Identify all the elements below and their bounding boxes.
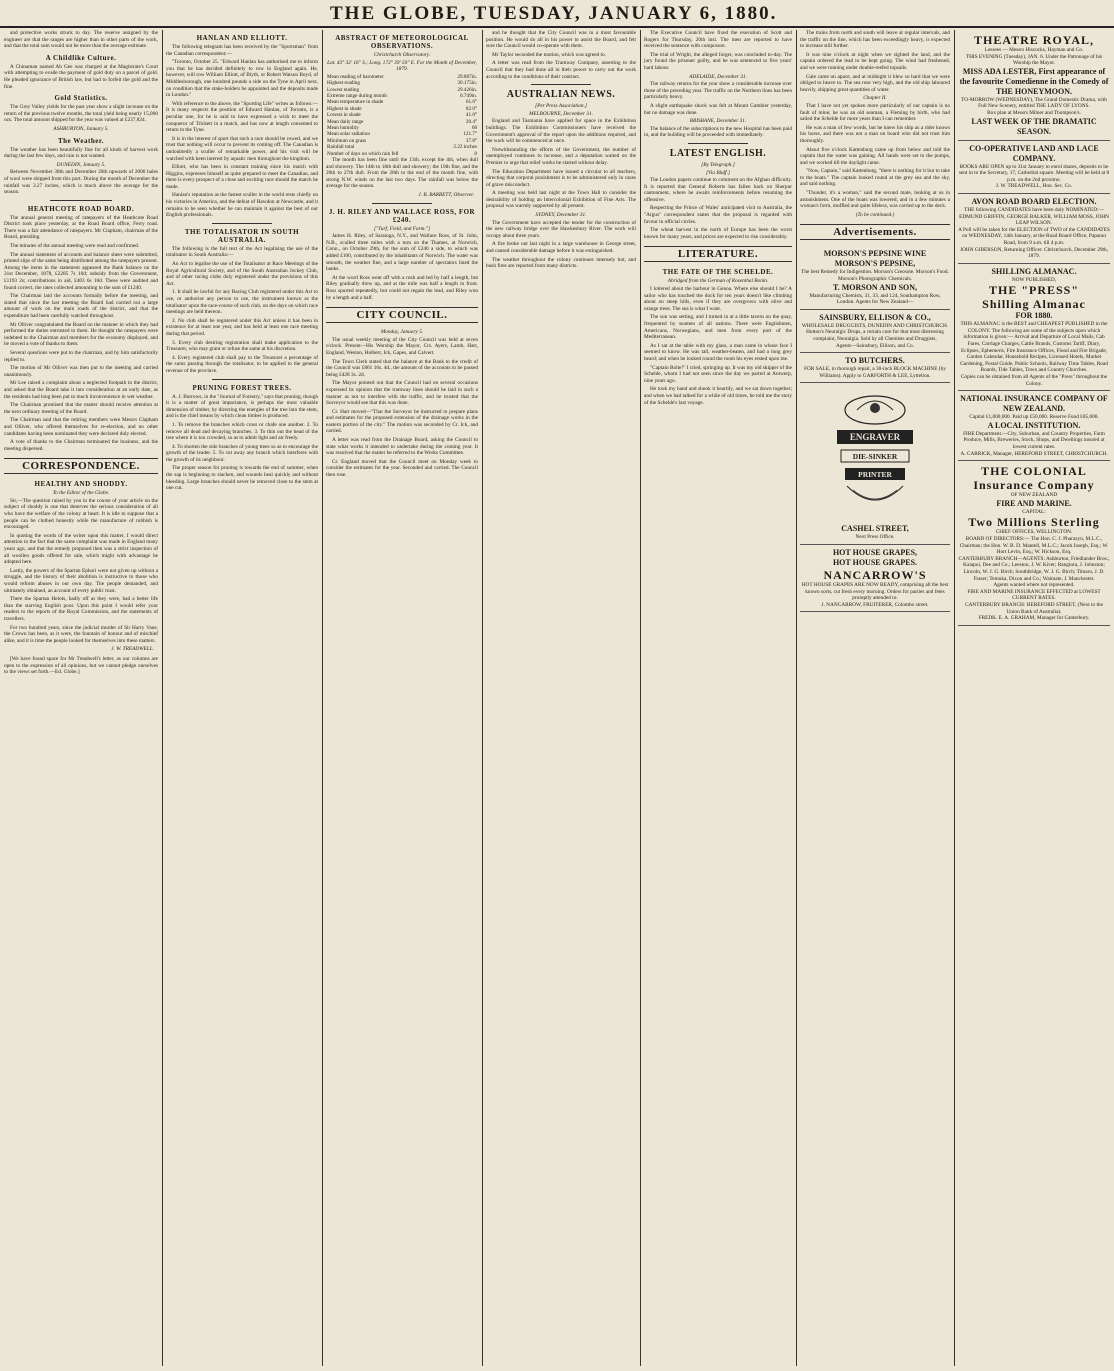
article-text: Lastly, the powers of the Spartan Ephori were not given up without a struggle, and the history of their abolition is instructive to those who would reform abuses in our own day. The people demanded, and ultimately obtained, an account of every public trust. [4, 567, 158, 594]
table-cell-value: 82.0° [465, 105, 477, 112]
advert-text: Agents wanted where not represented. [993, 582, 1075, 589]
article-text: The weather has been beautifully fine for all kinds of harvest work during the last few days, and rain is not wanted. [4, 146, 158, 160]
table-cell-label: Mean daily range [327, 118, 364, 125]
table-cell-value: 68 [471, 125, 477, 132]
dateline: DUNEDIN, January 5. [56, 161, 106, 168]
article-text: "Thunder, it's a woman," said the second mate, looking at us in astonishment. One of the boats was lowered, and in a few minutes a woman's form, muffled and quite lifeless, was carried up to the deck. [800, 190, 950, 210]
article-heading: LATEST ENGLISH. [669, 147, 767, 159]
advert-text: THIS EVENING (Tuesday), JAN. 6. Under the Patronage of his Worship the Mayor. [965, 53, 1103, 67]
article-source: [By Telegraph.] [701, 161, 735, 168]
advert-butchers [800, 353, 950, 383]
advert-text: J. W. TREADWELL, Hon. Sec. Co. [995, 183, 1073, 190]
advert-text: The best Remedy for Indigestion. Morson's Creosote. Morson's Food. Morson's Photographic Chemicals. [801, 269, 949, 283]
article-text: 1. To remove the branches which cross or chafe one another. 2. To remove all dead and decaying branches. 3. To thin out the head of the tree where it is too crowded, so as to admit light and air freely. [166, 421, 318, 442]
dateline: ASHBURTON, January 5. [53, 125, 109, 132]
separator [372, 203, 433, 204]
article-text: A letter was read from the Tramway Company, asserting to the Council that they had done all in their power to carry out the work according to the conditions of their contract. [486, 60, 636, 80]
article-text: A. J. Burrows, in the "Journal of Forestry," says that pruning, though it is a matter of great importance, is perhaps the most valuable dimension of timber, by directing the energies of the tree into the stem, and is the chief means by which clean timber is produced. [166, 393, 318, 420]
article-text: He was a man of few words, but he knew his ship as a rider knows his horse, and there was not a man on board who did not trust him thoroughly. [800, 124, 950, 144]
advert-text: Hutton's Neuralgic Drops, a certain cure for that most distressing complaint, Neuralgia. Sold by all Chemists and Druggists. [806, 329, 944, 342]
article-text: The Town Clerk stated that the balance at the Bank to the credit of the Council was £861 16s. 4d., the amount of the accounts to be passed being £428 3s. 2d. [326, 358, 478, 378]
article-text: I loitered about the harbour in Genoa. Where else should I be? A sailor who has touched the dock for ten years doesn't like climbing about on steep hills, even if they are overgrown with olive and orange trees. The sea is what I want. [644, 286, 792, 312]
advert-text: FIRE Department.—City, Suburban, and Country Properties, Farm Produce, Mills, Breweries, Stock, Shops, and Dwellings insured at lowest current rates. [963, 430, 1105, 450]
advert-title: THE COLONIAL [981, 464, 1087, 479]
column-1 [4, 30, 158, 1366]
column-4 [486, 30, 636, 1366]
story-byline: Abridged from the German of Rosenthal Bonin. [667, 278, 769, 285]
masthead-title: THE GLOBE, TUESDAY, JANUARY 6, 1880. [330, 3, 778, 24]
advert-title: A LOCAL INSTITUTION. [987, 420, 1081, 430]
article-text: Mr Taylor seconded the motion, which was agreed to. [492, 51, 606, 58]
masthead [0, 0, 1114, 28]
advert-text: FIRE AND MARINE INSURANCE EFFECTED at LOWEST CURRENT RATES. [967, 588, 1101, 602]
article-text: 4. Every registered club shall pay to the Treasurer a percentage of the sums passing through the totalisator, to be applied to the general revenue of the province. [166, 354, 318, 374]
column-3 [326, 30, 478, 1366]
article-text: The Chairman laid the accounts formally before the meeting, and stated that since the last meeting the Board had carried out a large amount of work on the main roads of the district, and that the expenditure had been carefully watched throughout. [4, 293, 158, 319]
engraver-banner: DIE-SINKER [852, 452, 898, 462]
meteorological-table [326, 74, 478, 157]
article-heading: ABSTRACT OF METEOROLOGICAL OBSERVATIONS. [335, 34, 469, 50]
advert-title: Shilling Almanac [982, 297, 1086, 312]
advert-text: J. NANCARROW, FRUITERER, Colombo street. [821, 601, 929, 608]
advert-title: NANCARROW'S [823, 567, 927, 582]
article-text: Between November 30th and December 20th upwards of 2000 bales of wool were shipped from this port. During the month of December the rainfall was 3.27 inches, which is much above the average for the season. [4, 169, 158, 196]
table-cell-value: 121.7° [463, 131, 477, 138]
dateline: MELBOURNE, December 31. [529, 110, 593, 117]
advert-text: FOR SALE, in thorough repair, a 30-inch BLOCK MACHINE (by Williams). Apply to GARFORTH & LEE, Lyttelton. [804, 366, 946, 379]
advert-co-operative [958, 141, 1110, 194]
table-cell-value: 30.175in. [457, 80, 477, 87]
table-cell-label: Lowest in shade [327, 112, 361, 119]
article-text: "Now, Captain," said Kattenburg, "there is nothing for it but to take to the boats." The captain looked round at the grey sea and the sky, and said nothing. [800, 168, 950, 188]
article-text: It was nine o'clock at night when we sighted the land, and the captain ordered the lead to be kept going. The wind had freshened, and we were running under double-reefed topsails. [800, 51, 950, 71]
advert-text: CANTERBURY BRANCH—AGENTS: Ashburton, Friedlander Bros.; Kaiapoi, Dee and Co.; Leeston, J. W. Kiver; Rangiora, J. Johnston; Lincoln, W. J. G. Birch; Southbridge, W. J. G. Birch; Timaru, J. D. Fraser; Temuka, Dixon and Co.; Waimate, J. Manchester. [958, 555, 1110, 582]
advert-title: THEATRE ROYAL, [973, 33, 1095, 47]
table-cell-value: 61.6° [465, 99, 477, 106]
advert-title: FIRE AND MARINE. [996, 498, 1072, 508]
table-cell-label: Mean reading of barometer [327, 73, 384, 80]
article-text: The weather throughout the colony continues intensely hot, and bush fires are reported from many districts. [486, 256, 636, 270]
advert-text: A. CARRICK, Manager, HEREFORD STREET, CHRISTCHURCH. [960, 450, 1108, 457]
advert-title: MORSON'S PEPSINE, [834, 259, 916, 269]
story-title: THE FATE OF THE SCHELDE. [662, 268, 774, 277]
article-text: The Executive Council have fixed the execution of Scott and Rogers for Thursday, 20th inst. The men are reported to have received the sentence with composure. [644, 30, 792, 50]
advert-text: THIS ALMANAC is the BEST and CHEAPEST PUBLISHED in the COLONY. The following are some of the subjects upon which information is given:— Arrival and Departure of Local Mails, Cab Fares, Carriage Charges, Cattle Brands, Customs Tariff, Diary, Eclipses, Ephemeris, Fire Insurance Offices, Flood and Fire Brigade, Garden Calendar, Household Recipes, Licensed Hotels, Market Gardening, Postal Guide, Public Schools, Railway Time Tables, Road Boards, Tide Tables, Town and Country Churches. [960, 321, 1108, 374]
advert-text: A Poll will be taken for the ELECTION of TWO of the CANDIDATES on WEDNESDAY, 14th January, at the Road Board Office, Papanui Road, from 9 a.m. till 4 p.m. [958, 226, 1110, 246]
article-text: Gale came on apace, and at midnight it blew so hard that we were obliged to heave to. The sea rose very high, and the old ship laboured heavily, shipping great quantities of water. [800, 73, 950, 93]
advert-text: NOW PUBLISHED, [1011, 276, 1057, 283]
advert-colonial-insurance [958, 461, 1110, 626]
table-cell-value: 0.749in. [459, 93, 477, 99]
advert-title: CO-OPERATIVE LAND AND LACE COMPANY. [969, 143, 1099, 163]
article-text: and protective works struck to day. The reserve assigned by the engineer are that the ranges are higher than in other parts of the work, and that the total sum would not be more than the average estimate. [4, 30, 158, 50]
column-rule [482, 30, 483, 1366]
article-text: The Mayor pointed out that the Council had on several occasions expressed its opinion that the tramway lines should be laid in such a manner as not to interfere with the traffic, and he trusted that the Surveyor would see that this was done. [326, 380, 478, 407]
advert-theatre [958, 30, 1110, 141]
advert-text: Agents—Sainsbury, Ellison, and Co. [836, 342, 914, 349]
article-text: There the Spartan Helots, badly off as they were, had a better life than the starving English poor. Upon this point I would refer your readers to the reports of the Royal Commission, and the statements of travellers. [4, 596, 158, 622]
advert-shilling-almanac [958, 264, 1110, 392]
advert-text: CANTERBURY BRANCH: HEREFORD STREET, (Next to the Union Bank of Australia). [965, 601, 1103, 615]
article-text: and he thought that the City Council was in a most favourable position. He would do all in his power to assist the Board, and felt sure the Council would co-operate with them. [486, 30, 636, 50]
article-heading: THE TOTALISATOR IN SOUTH AUSTRALIA. [184, 227, 300, 244]
article-text: Cr. Hart moved—"That the Surveyor be instructed to prepare plans and estimates for the proposed extension of the drainage works in the eastern portion of the city." The motion was seconded by Cr. Ick, and carried. [326, 408, 478, 435]
dateline: SYDNEY, December 31. [535, 212, 587, 219]
section-heading: Advertisements. [800, 224, 950, 240]
table-cell-value: 20.4° [465, 118, 477, 125]
advert-text: Manufacturing Chemists, 31, 33, and 124, Southampton Row, London. Agents for New Zealand— [809, 292, 941, 306]
advert-avon-road-board [958, 194, 1110, 264]
engraver-banner: PRINTER [858, 470, 892, 480]
advert-text: JOHN GIBERSON, Returning Officer. Christchurch, December 29th, 1879. [960, 246, 1108, 260]
article-text: A slight earthquake shock was felt at Mount Gambier yesterday, but no damage was done. [644, 102, 792, 116]
article-text: 4. To shorten the side branches of young trees so as to encourage the growth of the leader. 5. To cut away any branch which interferes with the growth of its neighbour. [166, 443, 318, 463]
table-cell-label: Mean humidity [327, 125, 359, 132]
article-text: A letter was read from the Drainage Board, asking the Council to state what works it intended to undertake during the coming year. It was resolved that the matter be referred to the Works Committee. [326, 437, 478, 457]
to-be-continued: (To be continued.) [855, 211, 895, 218]
article-text: About five o'clock Kattenburg came up from below and told the captain that the water was gaining. All hands were set to the pumps, and we worked till the daylight came. [800, 146, 950, 166]
advert-sainsbury [800, 310, 950, 353]
table-cell-label: Highest in shade [327, 105, 362, 112]
article-subheading: Christchurch Observatory. [373, 52, 431, 58]
advert-title: AVON ROAD BOARD ELECTION. [971, 196, 1097, 206]
article-text: 1. It shall be lawful for any Racing Club registered under this Act to use, or authorise any person to use, the instrument known as the totalisator upon the race-course of such club, on the days on which race meetings are held thereon. [166, 289, 318, 316]
article-text: The Chairman said that the retiring members were Messrs Clapham and Olliver, who offered themselves for re-election, and no other candidates having been nominated they were declared duly elected. [4, 417, 158, 437]
article-text: A vote of thanks to the Chairman terminated the business, and the meeting dispersed. [4, 439, 158, 452]
dateline: BRISBANE, December 31. [689, 118, 747, 125]
column-rule [162, 30, 163, 1366]
separator [50, 200, 112, 201]
advert-title: THE HONEYMOON. [995, 86, 1072, 96]
article-text: The balance of the subscriptions to the new Hospital has been paid in, and the building will be proceeded with immediately. [644, 125, 792, 139]
article-text: It is in the interest of sport that such a race should be rowed, and we trust that nothing will occur to prevent its coming off. The Canadian is undoubtedly a sculler of remarkable power, and his visit will be watched with keen interest by aquatic men throughout the kingdom. [166, 135, 318, 162]
advert-text: BOOKS ARE OPEN up to 31st January to enrol shares, deposits to be sent in to the Secretary, 17, Cathedral square. Meeting will be held at 8 p.m. on the 2nd proximo. [958, 163, 1110, 183]
advert-text: Box plan at Messrs Milner and Thompson's. [987, 109, 1081, 116]
article-text: At the word Ross went off with a rush and led by half a length, but Riley gradually drew up, and at the mile was half a length in front. Ross spurted repeatedly, but could not regain the lead, and Riley won by a length and a half. [326, 274, 478, 301]
advert-title: THE "PRESS" [988, 283, 1079, 298]
column-rule [954, 30, 955, 1366]
chapter-heading: Chapter II. [863, 95, 887, 102]
column-rule [640, 30, 641, 1366]
article-subheading: A Childlike Culture. [45, 53, 117, 62]
advert-title: SHILLING ALMANAC. [991, 266, 1077, 276]
advert-title: SAINSBURY, ELLISON & CO., [819, 312, 931, 322]
article-text: England and Tasmania have applied for space in the Exhibition buildings. The Exhibition Commissioners have received the Government's approval of the report upon the additions required, and the work will be commenced at once. [486, 118, 636, 145]
article-text: A meeting was held last night at the Town Hall to consider the desirability of holding an Intercolonial Exhibition of Fine Arts. The proposal was warmly supported by all present. [486, 190, 636, 210]
article-heading: HEATHCOTE ROAD BOARD. [27, 204, 135, 213]
article-text: With reference to the above, the "Sporting Life" writes as follows:—It is many respects the position of Edward Hanlan, of Toronto, is a peculiar one, for he is said to have expressed a wish to meet the conqueror of Trickett in a match, and has now at length consented to return to the Tyne. [166, 100, 318, 134]
column-5 [644, 30, 792, 1366]
article-text: James H. Riley, of Saratoga, N.Y., and Wallace Ross, of St. John, N.B., sculled three miles with a turn on the Thames, at Norwich, Conn., on October 29th, for the sum of £240 a side, to which was added £100, contributed by the inhabitants of Norwich. The water was smooth, the weather fine, and a large number of spectators lined the banks. [326, 233, 478, 273]
table-cell-label: Number of days on which rain fell [327, 150, 399, 157]
advert-title: TO BUTCHERS. [845, 356, 905, 366]
article-text: Cr. England moved that the Council meet on Monday week to consider the estimates for the year. Seconded and carried. The Council then rose. [326, 458, 478, 479]
article-text: Elliott, who has been in constant training since his match with Higgins, expresses himself as quite prepared to meet the Canadian, and there is every prospect of a close and exciting race should the match be made. [166, 164, 318, 190]
article-text: [We have found space for Mr Treadwell's letter, as our columns are open to the expression of all opinions, but we cannot pledge ourselves to the views set forth.—Ed. Globe.] [4, 655, 158, 676]
article-source: ["Turf, Field, and Farm."] [373, 225, 431, 232]
article-text: For two hundred years, since the judicial murder of Sir Harry Vane, the Crown has been, as it were, the fountain of honour and of mischief alike, and it is time the people looked for themselves into these matters. [4, 624, 158, 644]
advert-title: FOR 1880. [1015, 311, 1053, 321]
separator [531, 84, 591, 85]
article-text: 3. Every club desiring registration shall make application to the Treasurer, who may grant or refuse the same at his discretion. [166, 339, 318, 353]
section-heading: CITY COUNCIL. [326, 307, 478, 323]
section-heading: CORRESPONDENCE. [4, 458, 158, 474]
article-heading: HANLAN AND ELLIOTT. [196, 34, 288, 42]
article-text: "Captain Bolte!" I cried, springing up. It was my old skipper of the Schelde, whom I had not seen since the day we parted at Antwerp, nine years ago. [644, 364, 792, 384]
article-text: Sir,—The question raised by you in the course of your article on the subject of shoddy is one that deserves the serious consideration of all who have the welfare of the colony at heart. It is idle to suppose that a people can be clothed honestly while the manufacture of rubbish is encouraged. [4, 497, 158, 531]
advert-text: Lessees — Messrs Hiscocks, Hayman and Co. [984, 47, 1084, 53]
article-text: The proper season for pruning is towards the end of summer, when the sap is beginning to slacken, and wounds heal quickly and without bleeding. Large branches should never be removed close to the stem at one cut. [166, 465, 318, 492]
table-cell-value: 8 [474, 150, 477, 157]
article-heading: HEALTHY AND SHODDY. [34, 480, 128, 489]
advert-title: Insurance Company [973, 478, 1095, 493]
table-cell-label: Mean temperature in shade [327, 99, 384, 106]
dateline: ADELAIDE, December 31. [689, 73, 747, 80]
advert-title: T. MORSON AND SON, [832, 282, 918, 292]
dateline: Monday, January 5. [380, 329, 424, 336]
advert-text: OF NEW ZEALAND [1010, 492, 1058, 499]
engraver-emblem-illustration [827, 390, 923, 520]
advert-national-insurance [958, 391, 1110, 461]
article-subheading: Lat. 43° 32' 16" S.; Long. 172° 39' 50" E. For the Month of December, 1879. [327, 59, 477, 73]
article-heading: J. H. RILEY AND WALLACE ROSS, FOR £240. [328, 207, 476, 224]
table-cell-label: Mean solar radiation [327, 131, 370, 138]
table-cell-label: Minimum on grass [327, 137, 367, 144]
table-cell-label: Lowest reading [327, 86, 360, 93]
article-signature: J. B. BARRETT, Observer. [418, 192, 474, 199]
article-text: He took my hand and shook it heartily, and we sat down together; and when we had talked for a while of old times, he told me the story of the Schelde's last voyage. [644, 386, 792, 406]
separator [212, 379, 273, 380]
advert-text: BOARD OF DIRECTORS:— The Hon. C. J. Pharazyn, M.L.C., Chairman; the Hon. W. B. D. Mantell, M.L.C.; Jacob Joseph, Esq.; W. Hort Levin, Esq.; W. Hickson, Esq. [959, 535, 1109, 556]
section-heading: LITERATURE. [644, 246, 792, 262]
article-text: As I sat at the table with my glass, a man came in whose face I seemed to know. He was tall, weather-beaten, and had a long grey beard; and when he looked round the room his eyes rested upon me. [644, 342, 792, 362]
article-text: "Toronto, October 25. "Edward Hanlan has authorised me to inform you that he has decided definitely to row in England again. He, however, will row William Elliott, of Blyth, or Robert Watson Boyd, of Middlesborough, one hundred pounds a side on the Tyne in April next, on condition that the stake-holders be appointed and the deposits made in London." [166, 59, 318, 99]
column-6 [800, 30, 950, 1366]
column-7 [958, 30, 1110, 1366]
article-text: A Chinaman named Ah Gee was charged at the Magistrate's Court with attempting to evade the payment of gold duty on a parcel of gold. He pleaded ignorance of British law, but had to forfeit the gold and the fine. [4, 63, 158, 90]
article-text: 2. No club shall be registered under this Act unless it has been in existence for at least one year, and has held at least one race meeting during that period. [166, 317, 318, 337]
letter-signature: J. W. TREADWELL. [111, 646, 154, 653]
article-text: The usual weekly meeting of the City Council was held at seven o'clock. Present—His Worship the Mayor, Crs. Ayers, Lamb, Hart, England, Weston, Hulbert, Ick, Gapes, and Calvert. [326, 336, 478, 356]
article-text: Respecting the Prince of Wales' anticipated visit to Australia, the "Argus" correspondent states that the proposal is regarded with favour in official circles. [644, 205, 792, 225]
article-text: The wheat harvest in the north of Europe has been the worst known for many years, and prices are expected to rise considerably. [644, 227, 792, 240]
article-source: [Via Bluff.] [705, 169, 731, 176]
table-cell-value: 2.22 inches [453, 144, 477, 151]
article-text: The Grey Valley yields for the past year show a slight increase on the return of the previous twelve months, the total yield being nearly 15,000 ozs. The total amount shipped for the year was valued at £237,824. [4, 104, 158, 124]
article-text: The Chairman promised that the matter should receive attention at the next ordinary meeting of the Board. [4, 402, 158, 415]
column-rule [322, 30, 323, 1366]
advert-title: LAST WEEK OF THE DRAMATIC SEASON. [971, 116, 1097, 136]
advert-text: FREDK. E. A. GRAHAM, Manager for Canterbury. [978, 615, 1090, 622]
advert-title: MISS ADA LESTER, First appearance of the favourite Comedienne in the Comedy of [959, 66, 1109, 86]
article-text: The minutes of the annual meeting were read and confirmed. [10, 243, 140, 250]
advert-title: HOT HOUSE GRAPES. [832, 557, 918, 567]
article-text: An Act to legalise the use of the Totalisator at Race Meetings of the Royal Agricultural Society, and of the South Australian Jockey Club, and of other racing clubs duly registered under the provisions of this Act. [166, 261, 318, 287]
advert-title: MORSON'S PEPSINE WINE [823, 249, 927, 259]
table-cell-label: Extreme range during month [327, 93, 387, 99]
engraver-banner: ENGRAVER [849, 432, 901, 443]
article-text: The motion of Mr Olliver was then put to the meeting and carried unanimously. [4, 365, 158, 378]
article-text: Mr Olliver congratulated the Board on the manner in which they had performed the duties entrusted to them. He thought the ratepayers were indebted to the Chairman and members for the economy displayed, and he moved a vote of thanks to them. [4, 321, 158, 348]
article-text: The trial of Wright, the alleged forger, was concluded to-day. The jury found the prisoner guilty, and he was sentenced to five years' hard labour. [644, 51, 792, 71]
article-text: Notwithstanding the efforts of the Government, the number of unemployed continues to increase, and a deputation waited on the Premier to urge that relief works be started without delay. [486, 146, 636, 166]
article-text: The Education Department have issued a circular to all teachers, directing that corporal punishment is to be administered only in cases of grave misconduct. [486, 168, 636, 188]
advert-title: Two Millions Sterling [968, 515, 1100, 530]
table-cell-label: Highest reading [327, 80, 360, 87]
table-cell-value: 41.0° [465, 112, 477, 119]
article-subheading: The Weather. [57, 136, 105, 145]
advert-text: TO-MORROW (WEDNESDAY), The Grand Domestic Drama, with Full New Scenery, entitled THE LADY OF LYONS. [961, 96, 1107, 110]
article-text: In quoting the words of the writer upon this matter, I would direct attention to the fact that the same complaint was made in England many years ago, and that the remedy proposed then was a strict inspection of all woollen goods offered for sale, which might with advantage be adopted here. [4, 532, 158, 566]
article-heading: AUSTRALIAN NEWS. [506, 89, 616, 101]
advert-title: NATIONAL INSURANCE COMPANY OF NEW ZEALAND. [960, 394, 1108, 414]
article-text: That I have not yet spoken more particularly of our captain is no fault of mine; he was an old seaman, a Fleming by birth, who had sailed the Schelde for more years than I can remember. [800, 102, 950, 123]
advert-text: WHOLESALE DRUGGISTS, DUNEDIN AND CHRISTCHURCH. [801, 322, 949, 329]
article-text: Several questions were put to the chairman, and by him satisfactorily replied to. [4, 349, 158, 363]
article-text: The Government have accepted the tender for the construction of the new railway bridge over the Hawkesbury River. The work will occupy about three years. [486, 219, 636, 239]
separator [688, 143, 747, 144]
advert-title: CASHEL STREET, [841, 524, 909, 534]
article-text: The sun was setting, and I turned in at a little tavern on the quay, frequented by seamen of all nations. There were Englishmen, Americans, Norwegians, and men from every port of the Mediterranean. [644, 314, 792, 341]
advert-text: Copies can be obtained from all Agents of the "Press" throughout the Colony. [960, 374, 1108, 387]
advert-title: HOT HOUSE GRAPES, [832, 547, 918, 557]
article-text: The month has been fine until the 13th, except the 4th, when dull and showery. The 14th to 18th dull and showery; the 19th fine, and the 20th to 27th dull. From the 28th to the end of the month fine, with strong N.W. winds on the last two days. The rainfall was below the average for the season. [326, 157, 478, 190]
article-text: The trains from north and south will leave at regular intervals, and the traffic on the line, which has been exceedingly heavy, is expected to increase still further. [800, 30, 950, 50]
article-text: The railway returns for the year show a considerable increase over those of the preceding year. The traffic on the Northern lines has been particularly heavy. [644, 81, 792, 101]
advert-text: CHIEF OFFICES, WELLINGTON. [995, 529, 1073, 536]
article-text: The London papers continue to comment on the Afghan difficulty. It is reported that General Roberts has fallen back on Sherpur cantonment, where he awaits reinforcements before resuming the offensive. [644, 177, 792, 203]
article-text: Mr Lee raised a complaint about a neglected footpath in the district, and asked that the Board take it into consideration at an early date, as the residents had long been put to much inconvenience in wet weather. [4, 380, 158, 400]
column-rule [796, 30, 797, 1366]
separator [212, 223, 273, 224]
advert-text: THE following CANDIDATES have been duly NOMINATED:— EDMUND GRIFFIN, GEORGE BALKER, WILLIAM MOSS, JOHN LEAP WILSON. [959, 206, 1109, 227]
article-heading: PRUNING FOREST TREES. [192, 383, 292, 392]
table-cell-value: 37.8° [465, 137, 477, 144]
table-cell-label: Rainfall total [327, 144, 355, 151]
article-source: [Per Press Association.] [535, 103, 587, 110]
advert-morson [800, 246, 950, 309]
article-subheading: Gold Statistics. [54, 94, 108, 103]
table-cell-value: 29.887in. [457, 73, 477, 80]
article-text: The following telegram has been received by the "Sportsman" from the Canadian correspondent:— [166, 44, 318, 57]
article-text: A fire broke out last night in a large warehouse in George street, and caused considerable damage before it was extinguished. [486, 241, 636, 255]
advert-engraver [800, 383, 950, 545]
table-cell-value: 29.426in. [457, 86, 477, 93]
column-2 [166, 30, 318, 1366]
advert-grapes [800, 545, 950, 612]
advert-text: CAPITAL: [1022, 508, 1046, 515]
article-text: The annual statement of accounts and balance sheet were submitted, printed slips of the same being distributed among the ratepayers present. Among the items in the statement appeared the Bank balance on the 31st December, 1878, £2285 7s 10d; subsidy from the Government, £1193 2s; contributions in aid, £403 6s 10d. These were audited and found correct, the rates collected amounting to the sum of £1240. [4, 251, 158, 291]
letter-salutation: To the Editor of the Globe. [52, 490, 110, 497]
advert-text: HOT HOUSE GRAPES ARE NOW READY, comprising all the best known sorts, cut fresh every morning. Orders for parties and fetes promptly attended to. [801, 581, 949, 602]
article-text: Hanlan's reputation as the fastest sculler in the world rests chiefly on his victories in America, and the defeat of Hawdon at Newcastle, and it remains to be seen whether he can maintain it against the best of our English professionals. [166, 192, 318, 219]
article-text: The annual general meeting of ratepayers of the Heathcote Road District took place yesterday, at the Road Board office, Ferry road. There was a fair attendance of ratepayers. Mr Clapham, chairman of the Board, presiding. [4, 214, 158, 241]
advert-text: Next Press Office. [855, 534, 895, 541]
advert-text: Capital £1,000,000. Paid up £50,000. Reserve Fund £85,000. [969, 414, 1099, 421]
article-text: The following is the full text of the Act legalising the use of the totalisator in South Australia:— [166, 245, 318, 259]
